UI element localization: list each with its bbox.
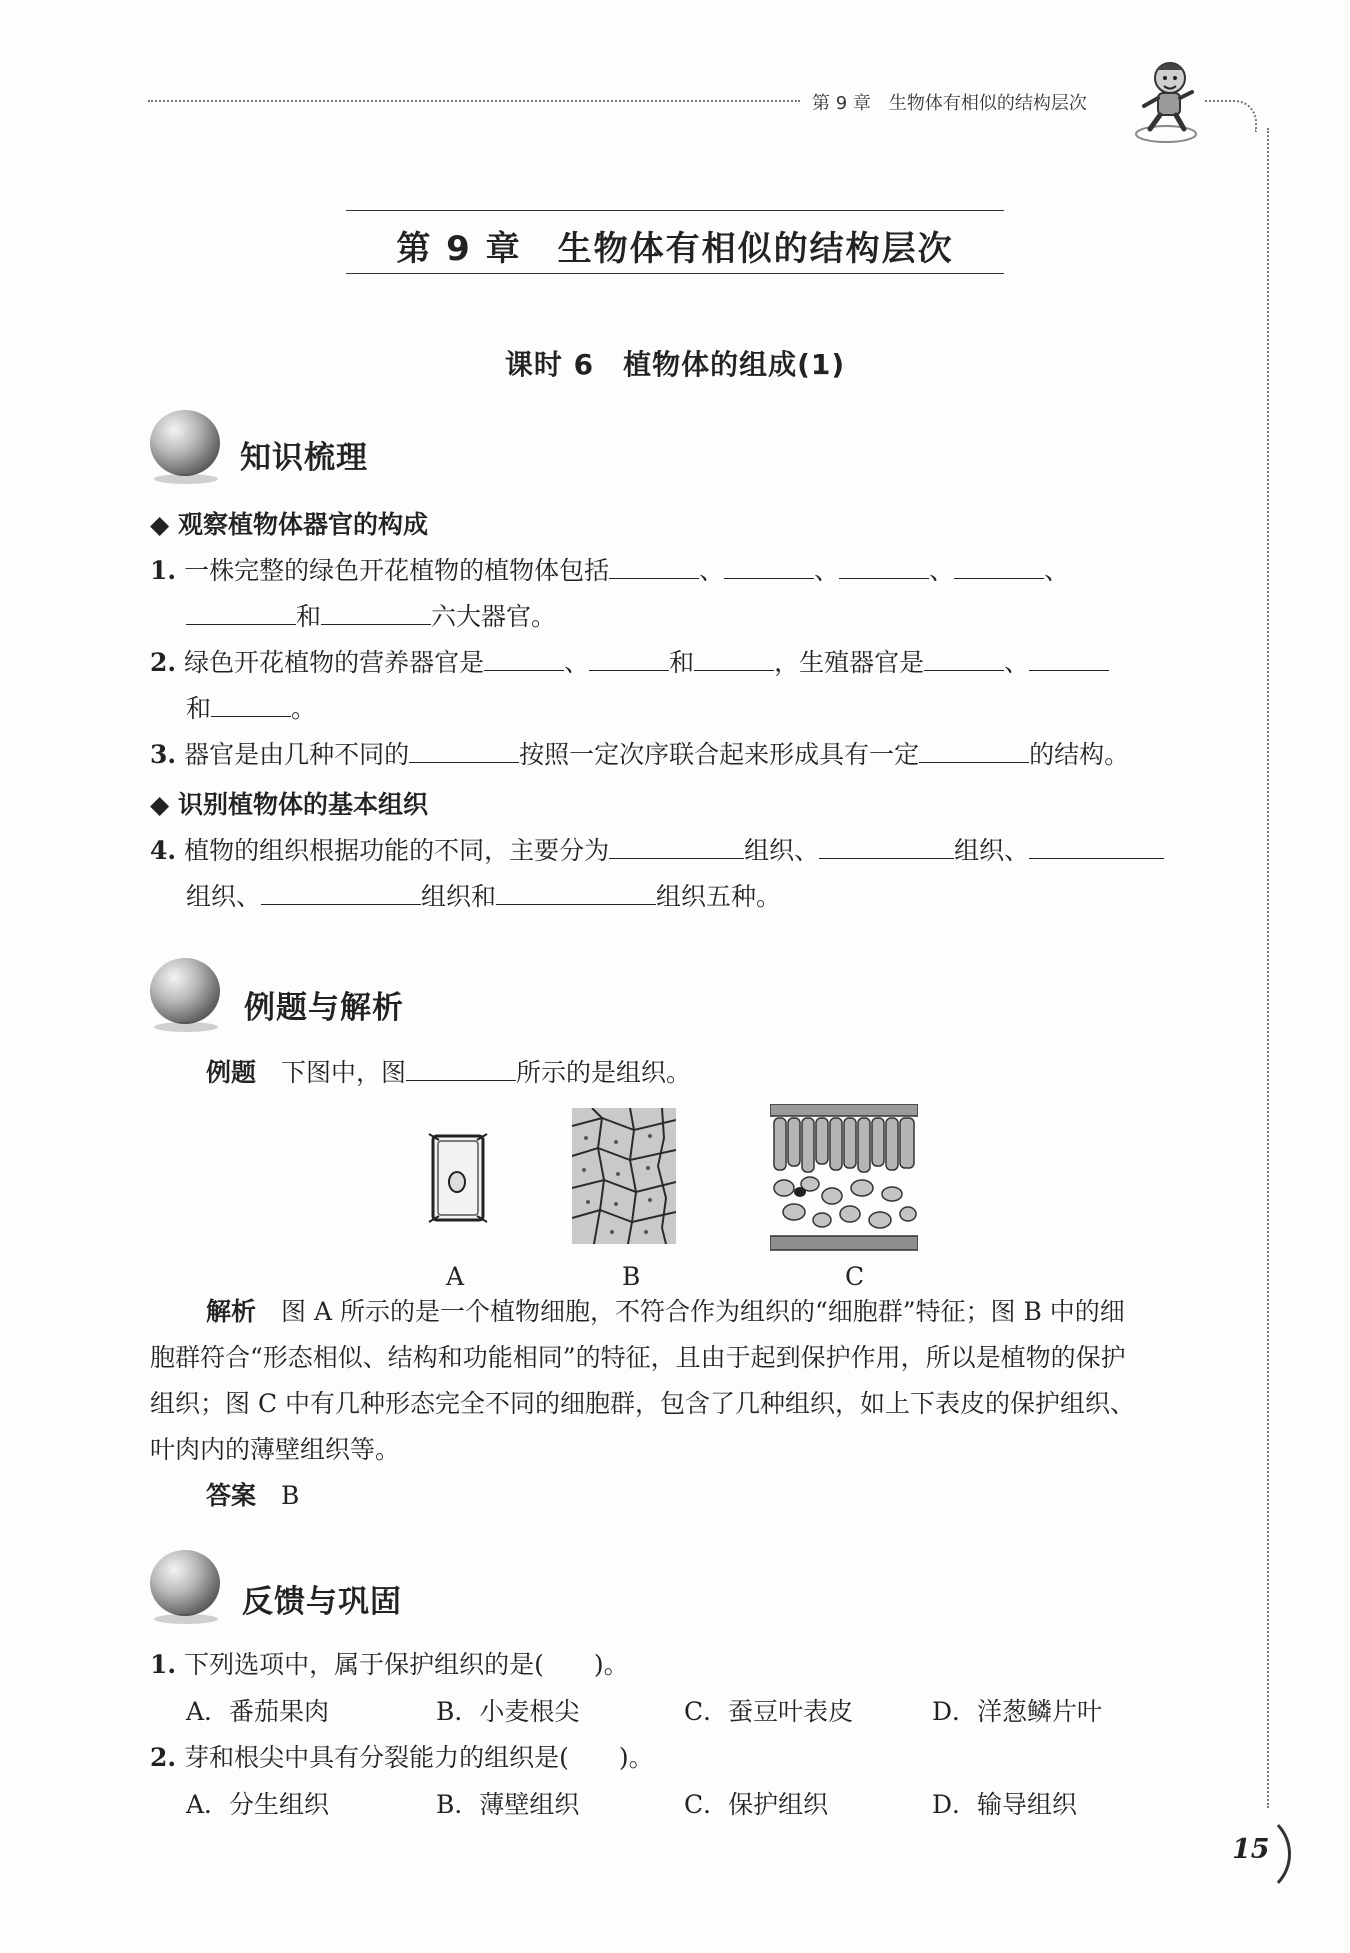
answer-blank[interactable] [484,648,564,671]
feedback-question-1: 1. 下列选项中，属于保护组织的是( )。 [150,1650,629,1679]
header-dotted-rule [148,100,800,102]
answer-blank[interactable] [694,648,774,671]
answer-blank[interactable] [1029,648,1109,671]
answer-blank[interactable] [839,556,929,579]
diamond-bullet-icon: ◆ [150,510,178,539]
feedback-q1-option-a[interactable]: A．番茄果肉 [186,1697,330,1726]
chapter-title-box [346,210,1004,274]
analysis-line-4: 叶肉内的薄壁组织等。 [150,1435,401,1464]
figure-label-b: B [622,1262,641,1291]
diamond-bullet-icon: ◆ [150,790,178,819]
figure-c-leaf-section [770,1104,918,1252]
question-3: 3. 器官是由几种不同的 按照一定次序联合起来形成具有一定 的结构。 [150,740,1130,769]
feedback-q1-option-c[interactable]: C．蚕豆叶表皮 [684,1697,854,1726]
globe-shadow [154,1022,218,1032]
running-title: 第 9 章 生物体有相似的结构层次 [812,93,1087,114]
section-globe-icon [150,958,220,1024]
chapter-title: 第 9 章 生物体有相似的结构层次 [396,229,954,269]
globe-shadow [154,474,218,484]
answer-blank[interactable] [496,882,656,905]
analysis-line-3: 组织；图 C 中有几种形态完全不同的细胞群，包含了几种组织，如上下表皮的保护组织、 [150,1389,1136,1418]
answer-blank[interactable] [924,648,1004,671]
question-2-cont: 和 。 [186,694,317,723]
mascot-image [1130,56,1200,146]
figure-label-a: A [446,1262,465,1291]
figure-a-plant-cell [425,1128,491,1228]
answer-blank[interactable] [406,1058,516,1081]
feedback-q2-option-d[interactable]: D．输导组织 [932,1790,1078,1819]
answer-blank[interactable] [589,648,669,671]
answer-blank[interactable] [954,556,1044,579]
feedback-q1-option-d[interactable]: D．洋葱鳞片叶 [932,1697,1103,1726]
section-globe-icon [150,1550,220,1616]
figure-label-c: C [845,1262,865,1291]
figure-b-epidermis [572,1108,676,1244]
analysis-line-2: 胞群符合“形态相似、结构和功能相同”的特征，且由于起到保护作用，所以是植物的保护 [150,1343,1126,1372]
section-globe-icon [150,410,220,476]
page-number: 15 [1232,1834,1270,1865]
answer-blank[interactable] [261,882,421,905]
globe-shadow [154,1614,218,1624]
answer-blank[interactable] [409,740,519,763]
lesson-title: 课时 6 植物体的组成(1) [504,348,846,381]
answer-line: 答案 B [206,1481,300,1510]
answer-blank[interactable] [609,556,699,579]
question-1-cont: 和 六大器官。 [186,602,556,632]
feedback-q1-option-b[interactable]: B．小麦根尖 [436,1697,580,1726]
question-4-cont: 组织、 组织和 组织五种。 [186,882,782,911]
answer-blank[interactable] [211,694,291,717]
example-question: 例题 下图中，图 所示的是组织。 [206,1058,692,1087]
analysis-line-1: 解析 图 A 所示的是一个植物细胞，不符合作为组织的“细胞群”特征；图 B 中的细 [206,1297,1125,1326]
subheading-organs: ◆ 观察植物体器官的构成 [150,510,428,539]
section1-title: 知识梳理 [240,440,368,476]
feedback-question-2: 2. 芽和根尖中具有分裂能力的组织是( )。 [150,1743,654,1772]
answer-blank[interactable] [609,836,744,859]
feedback-q2-option-b[interactable]: B．薄壁组织 [436,1790,580,1819]
right-dotted-rule [1205,100,1257,132]
answer-blank[interactable] [1029,836,1164,859]
feedback-q2-option-c[interactable]: C．保护组织 [684,1790,829,1819]
question-2: 2. 绿色开花植物的营养器官是 、 和 ，生殖器官是 、 [150,648,1109,678]
section3-title: 反馈与巩固 [242,1584,402,1620]
question-1: 1. 一株完整的绿色开花植物的植物体包括 、 、 、 、 [150,556,1070,585]
answer-blank[interactable] [321,602,431,625]
subheading-tissues: ◆ 识别植物体的基本组织 [150,790,428,819]
answer-blank[interactable] [724,556,814,579]
answer-blank[interactable] [819,836,954,859]
feedback-q2-option-a[interactable]: A．分生组织 [186,1790,330,1819]
answer-blank[interactable] [919,740,1029,763]
question-4: 4. 植物的组织根据功能的不同，主要分为 组织、 组织、 [150,836,1164,866]
section2-title: 例题与解析 [244,990,404,1026]
answer-blank[interactable] [186,602,296,625]
